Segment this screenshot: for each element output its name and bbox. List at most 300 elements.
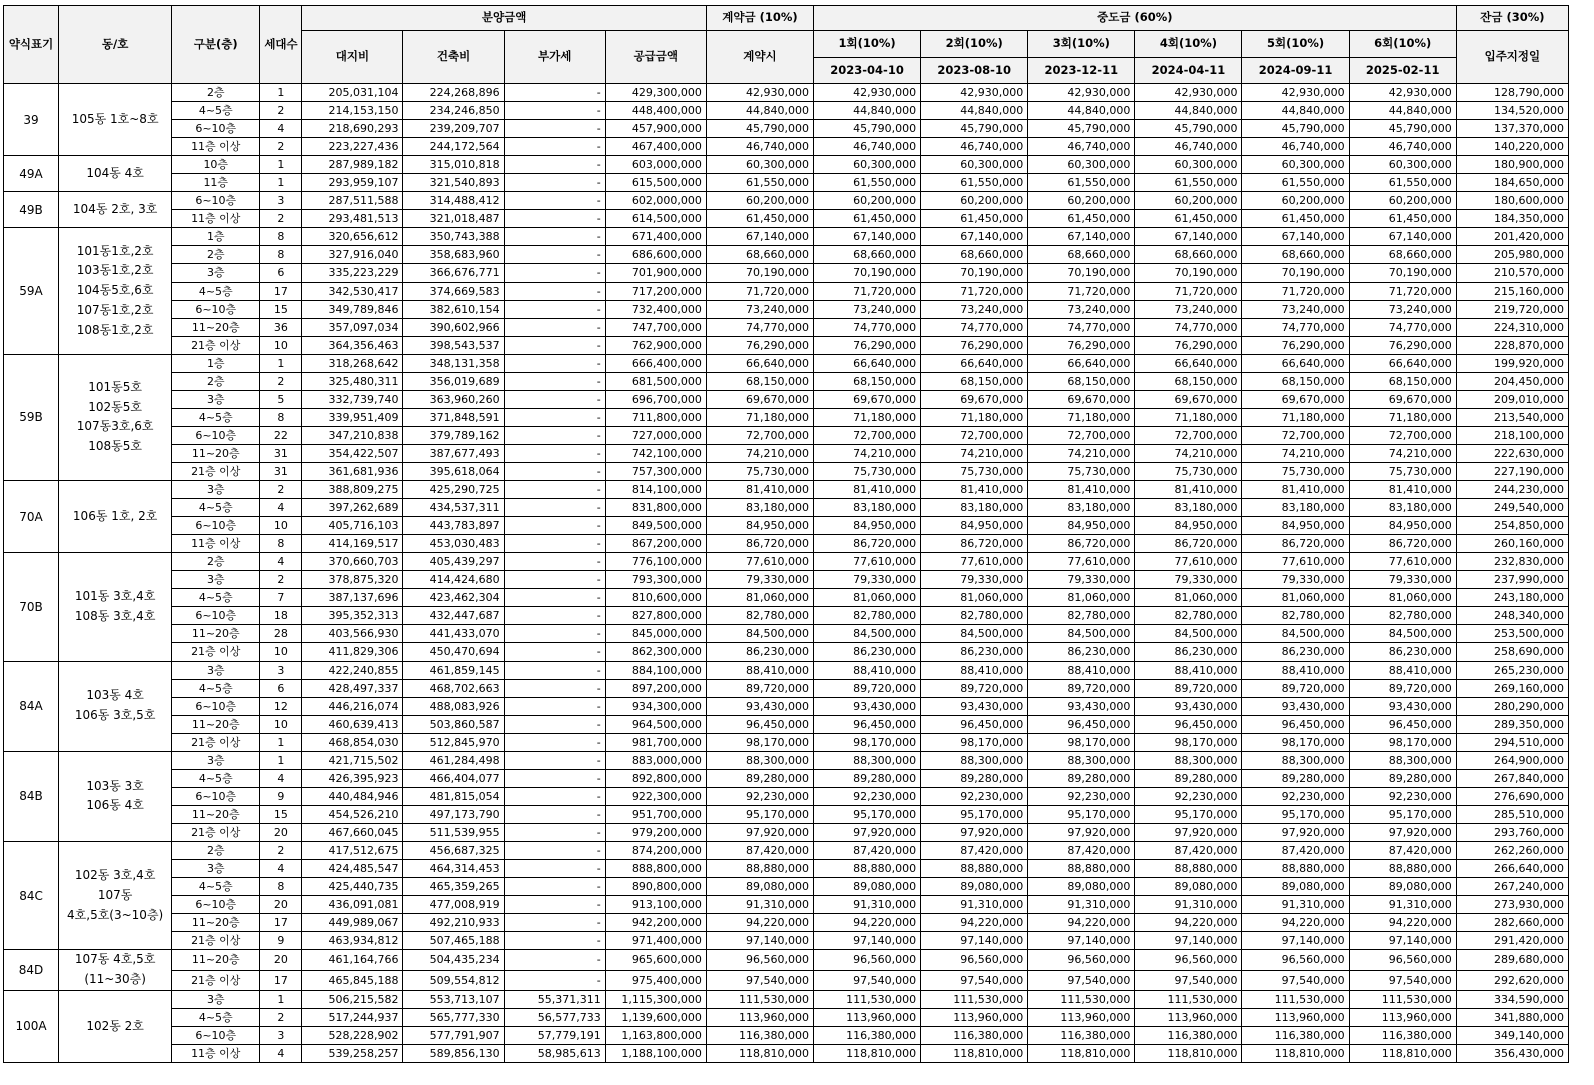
interim-4-cell: 73,240,000 bbox=[1135, 300, 1242, 318]
land-price-cell: 411,829,306 bbox=[302, 643, 403, 661]
interim-2-cell: 42,930,000 bbox=[921, 84, 1028, 102]
land-price-cell: 335,223,229 bbox=[302, 264, 403, 282]
vat-cell: - bbox=[504, 589, 605, 607]
building-price-cell: 453,030,483 bbox=[403, 535, 504, 553]
interim-5-cell: 84,500,000 bbox=[1242, 625, 1349, 643]
land-price-cell: 465,845,188 bbox=[302, 970, 403, 990]
interim-6-cell: 91,310,000 bbox=[1349, 896, 1456, 914]
vat-cell: - bbox=[504, 282, 605, 300]
dong-ho-line: 103동 3호 bbox=[86, 778, 144, 793]
interim-2-cell: 67,140,000 bbox=[921, 228, 1028, 246]
interim-3-cell: 73,240,000 bbox=[1028, 300, 1135, 318]
interim-6-cell: 89,280,000 bbox=[1349, 769, 1456, 787]
interim-6-cell: 81,410,000 bbox=[1349, 481, 1456, 499]
supply-price-cell: 884,100,000 bbox=[605, 661, 706, 679]
table-row bbox=[4, 264, 1569, 282]
table-row bbox=[4, 372, 1569, 390]
building-price-cell: 224,268,896 bbox=[403, 84, 504, 102]
interim-2-cell: 68,150,000 bbox=[921, 372, 1028, 390]
land-price-cell: 378,875,320 bbox=[302, 571, 403, 589]
header-interim-6: 6회(10%) bbox=[1349, 31, 1456, 58]
table-row bbox=[4, 896, 1569, 914]
interim-1-cell: 97,140,000 bbox=[813, 932, 920, 950]
interim-4-cell: 89,280,000 bbox=[1135, 769, 1242, 787]
interim-1-cell: 67,140,000 bbox=[813, 228, 920, 246]
land-price-cell: 506,215,582 bbox=[302, 990, 403, 1008]
interim-6-cell: 88,880,000 bbox=[1349, 860, 1456, 878]
interim-2-cell: 118,810,000 bbox=[921, 1044, 1028, 1062]
table-row bbox=[4, 336, 1569, 354]
interim-6-cell: 66,640,000 bbox=[1349, 354, 1456, 372]
interim-3-cell: 111,530,000 bbox=[1028, 990, 1135, 1008]
vat-cell: - bbox=[504, 102, 605, 120]
units-cell: 10 bbox=[260, 517, 302, 535]
supply-price-cell: 810,600,000 bbox=[605, 589, 706, 607]
dong-ho-line: 108동 3호,4호 bbox=[74, 608, 156, 623]
header-interim-2: 2회(10%) bbox=[921, 31, 1028, 58]
units-cell: 10 bbox=[260, 715, 302, 733]
contract-cell: 46,740,000 bbox=[706, 138, 813, 156]
header-units: 세대수 bbox=[260, 6, 302, 84]
type-code-cell: 49A bbox=[4, 156, 59, 192]
balance-cell: 254,850,000 bbox=[1456, 517, 1568, 535]
units-cell: 2 bbox=[260, 1008, 302, 1026]
floor-cell: 21층 이상 bbox=[172, 970, 260, 990]
interim-2-cell: 82,780,000 bbox=[921, 607, 1028, 625]
land-price-cell: 461,164,766 bbox=[302, 950, 403, 970]
balance-cell: 134,520,000 bbox=[1456, 102, 1568, 120]
interim-4-cell: 69,670,000 bbox=[1135, 390, 1242, 408]
supply-price-cell: 981,700,000 bbox=[605, 733, 706, 751]
vat-cell: - bbox=[504, 733, 605, 751]
interim-5-cell: 86,720,000 bbox=[1242, 535, 1349, 553]
interim-5-cell: 45,790,000 bbox=[1242, 120, 1349, 138]
contract-cell: 96,450,000 bbox=[706, 715, 813, 733]
floor-cell: 4~5층 bbox=[172, 408, 260, 426]
interim-6-cell: 88,410,000 bbox=[1349, 661, 1456, 679]
interim-1-cell: 86,720,000 bbox=[813, 535, 920, 553]
interim-4-cell: 83,180,000 bbox=[1135, 499, 1242, 517]
land-price-cell: 388,809,275 bbox=[302, 481, 403, 499]
vat-cell: - bbox=[504, 643, 605, 661]
contract-cell: 97,920,000 bbox=[706, 823, 813, 841]
vat-cell: - bbox=[504, 697, 605, 715]
supply-price-cell: 686,600,000 bbox=[605, 246, 706, 264]
floor-cell: 6~10층 bbox=[172, 1026, 260, 1044]
type-code-cell: 84C bbox=[4, 841, 59, 949]
interim-3-cell: 75,730,000 bbox=[1028, 462, 1135, 480]
vat-cell: - bbox=[504, 860, 605, 878]
dong-ho-cell bbox=[59, 841, 172, 949]
vat-cell: - bbox=[504, 426, 605, 444]
vat-cell: - bbox=[504, 174, 605, 192]
contract-cell: 86,720,000 bbox=[706, 535, 813, 553]
dong-ho-line: 103동 4호 bbox=[86, 688, 144, 703]
supply-price-cell: 867,200,000 bbox=[605, 535, 706, 553]
land-price-cell: 422,240,855 bbox=[302, 661, 403, 679]
interim-1-cell: 60,200,000 bbox=[813, 192, 920, 210]
units-cell: 4 bbox=[260, 1044, 302, 1062]
vat-cell: - bbox=[504, 462, 605, 480]
table-row bbox=[4, 841, 1569, 859]
interim-1-cell: 70,190,000 bbox=[813, 264, 920, 282]
land-price-cell: 327,916,040 bbox=[302, 246, 403, 264]
floor-cell: 4~5층 bbox=[172, 282, 260, 300]
interim-6-cell: 46,740,000 bbox=[1349, 138, 1456, 156]
land-price-cell: 342,530,417 bbox=[302, 282, 403, 300]
interim-1-cell: 84,950,000 bbox=[813, 517, 920, 535]
units-cell: 1 bbox=[260, 156, 302, 174]
supply-price-cell: 1,115,300,000 bbox=[605, 990, 706, 1008]
vat-cell: - bbox=[504, 84, 605, 102]
interim-5-cell: 95,170,000 bbox=[1242, 805, 1349, 823]
floor-cell: 11층 이상 bbox=[172, 535, 260, 553]
interim-5-cell: 44,840,000 bbox=[1242, 102, 1349, 120]
land-price-cell: 425,440,735 bbox=[302, 878, 403, 896]
supply-price-cell: 862,300,000 bbox=[605, 643, 706, 661]
interim-4-cell: 86,720,000 bbox=[1135, 535, 1242, 553]
interim-4-cell: 81,410,000 bbox=[1135, 481, 1242, 499]
interim-5-cell: 74,770,000 bbox=[1242, 318, 1349, 336]
interim-5-cell: 91,310,000 bbox=[1242, 896, 1349, 914]
vat-cell: - bbox=[504, 444, 605, 462]
land-price-cell: 454,526,210 bbox=[302, 805, 403, 823]
balance-cell: 215,160,000 bbox=[1456, 282, 1568, 300]
dong-ho-line: 104동5호,6호 bbox=[76, 283, 154, 298]
interim-1-cell: 87,420,000 bbox=[813, 841, 920, 859]
supply-price-cell: 696,700,000 bbox=[605, 390, 706, 408]
land-price-cell: 205,031,104 bbox=[302, 84, 403, 102]
floor-cell: 3층 bbox=[172, 481, 260, 499]
supply-price-cell: 671,400,000 bbox=[605, 228, 706, 246]
balance-cell: 237,990,000 bbox=[1456, 571, 1568, 589]
interim-1-cell: 96,560,000 bbox=[813, 950, 920, 970]
land-price-cell: 223,227,436 bbox=[302, 138, 403, 156]
interim-4-cell: 70,190,000 bbox=[1135, 264, 1242, 282]
land-price-cell: 428,497,337 bbox=[302, 679, 403, 697]
table-row bbox=[4, 878, 1569, 896]
land-price-cell: 318,268,642 bbox=[302, 354, 403, 372]
floor-cell: 2층 bbox=[172, 553, 260, 571]
table-row bbox=[4, 390, 1569, 408]
building-price-cell: 398,543,537 bbox=[403, 336, 504, 354]
interim-6-cell: 86,230,000 bbox=[1349, 643, 1456, 661]
type-code-cell: 100A bbox=[4, 990, 59, 1062]
interim-2-cell: 83,180,000 bbox=[921, 499, 1028, 517]
contract-cell: 61,450,000 bbox=[706, 210, 813, 228]
balance-cell: 243,180,000 bbox=[1456, 589, 1568, 607]
dong-ho-line: 106동 4호 bbox=[86, 798, 144, 813]
interim-5-cell: 74,210,000 bbox=[1242, 444, 1349, 462]
interim-6-cell: 81,060,000 bbox=[1349, 589, 1456, 607]
building-price-cell: 405,439,297 bbox=[403, 553, 504, 571]
interim-4-cell: 92,230,000 bbox=[1135, 787, 1242, 805]
interim-5-cell: 70,190,000 bbox=[1242, 264, 1349, 282]
supply-price-cell: 1,139,600,000 bbox=[605, 1008, 706, 1026]
vat-cell: - bbox=[504, 553, 605, 571]
table-row bbox=[4, 210, 1569, 228]
interim-6-cell: 70,190,000 bbox=[1349, 264, 1456, 282]
table-row bbox=[4, 192, 1569, 210]
interim-3-cell: 74,210,000 bbox=[1028, 444, 1135, 462]
units-cell: 8 bbox=[260, 246, 302, 264]
dong-ho-line: 107동1호,2호 bbox=[76, 302, 154, 317]
floor-cell: 6~10층 bbox=[172, 787, 260, 805]
interim-1-cell: 69,670,000 bbox=[813, 390, 920, 408]
building-price-cell: 466,404,077 bbox=[403, 769, 504, 787]
contract-cell: 74,210,000 bbox=[706, 444, 813, 462]
header-supply: 공급금액 bbox=[605, 31, 706, 84]
supply-price-cell: 888,800,000 bbox=[605, 860, 706, 878]
interim-1-cell: 84,500,000 bbox=[813, 625, 920, 643]
table-row bbox=[4, 1008, 1569, 1026]
interim-5-cell: 83,180,000 bbox=[1242, 499, 1349, 517]
floor-cell: 6~10층 bbox=[172, 607, 260, 625]
balance-cell: 249,540,000 bbox=[1456, 499, 1568, 517]
interim-4-cell: 82,780,000 bbox=[1135, 607, 1242, 625]
interim-1-cell: 89,720,000 bbox=[813, 679, 920, 697]
interim-6-cell: 89,720,000 bbox=[1349, 679, 1456, 697]
supply-price-cell: 845,000,000 bbox=[605, 625, 706, 643]
supply-price-cell: 717,200,000 bbox=[605, 282, 706, 300]
table-row bbox=[4, 300, 1569, 318]
interim-6-cell: 82,780,000 bbox=[1349, 607, 1456, 625]
header-interim-group: 중도금 (60%) bbox=[813, 6, 1456, 31]
land-price-cell: 467,660,045 bbox=[302, 823, 403, 841]
interim-5-cell: 97,920,000 bbox=[1242, 823, 1349, 841]
supply-price-cell: 429,300,000 bbox=[605, 84, 706, 102]
header-interim-5-date: 2024-09-11 bbox=[1242, 58, 1349, 84]
table-row bbox=[4, 517, 1569, 535]
interim-5-cell: 75,730,000 bbox=[1242, 462, 1349, 480]
table-row bbox=[4, 715, 1569, 733]
interim-3-cell: 94,220,000 bbox=[1028, 914, 1135, 932]
header-contract-time: 계약시 bbox=[706, 31, 813, 84]
interim-2-cell: 81,060,000 bbox=[921, 589, 1028, 607]
floor-cell: 2층 bbox=[172, 372, 260, 390]
interim-4-cell: 97,140,000 bbox=[1135, 932, 1242, 950]
interim-5-cell: 88,410,000 bbox=[1242, 661, 1349, 679]
interim-5-cell: 88,300,000 bbox=[1242, 751, 1349, 769]
vat-cell: - bbox=[504, 517, 605, 535]
interim-1-cell: 66,640,000 bbox=[813, 354, 920, 372]
interim-2-cell: 98,170,000 bbox=[921, 733, 1028, 751]
header-vat: 부가세 bbox=[504, 31, 605, 84]
land-price-cell: 463,934,812 bbox=[302, 932, 403, 950]
floor-cell: 4~5층 bbox=[172, 102, 260, 120]
floor-cell: 2층 bbox=[172, 246, 260, 264]
contract-cell: 60,200,000 bbox=[706, 192, 813, 210]
interim-3-cell: 113,960,000 bbox=[1028, 1008, 1135, 1026]
table-row bbox=[4, 138, 1569, 156]
floor-cell: 2층 bbox=[172, 84, 260, 102]
floor-cell: 11~20층 bbox=[172, 950, 260, 970]
interim-4-cell: 42,930,000 bbox=[1135, 84, 1242, 102]
interim-3-cell: 82,780,000 bbox=[1028, 607, 1135, 625]
interim-2-cell: 91,310,000 bbox=[921, 896, 1028, 914]
contract-cell: 118,810,000 bbox=[706, 1044, 813, 1062]
interim-3-cell: 61,450,000 bbox=[1028, 210, 1135, 228]
balance-cell: 227,190,000 bbox=[1456, 462, 1568, 480]
dong-ho-cell bbox=[59, 354, 172, 480]
balance-cell: 210,570,000 bbox=[1456, 264, 1568, 282]
contract-cell: 44,840,000 bbox=[706, 102, 813, 120]
balance-cell: 356,430,000 bbox=[1456, 1044, 1568, 1062]
contract-cell: 116,380,000 bbox=[706, 1026, 813, 1044]
land-price-cell: 539,258,257 bbox=[302, 1044, 403, 1062]
land-price-cell: 214,153,150 bbox=[302, 102, 403, 120]
supply-price-cell: 793,300,000 bbox=[605, 571, 706, 589]
interim-6-cell: 84,950,000 bbox=[1349, 517, 1456, 535]
units-cell: 20 bbox=[260, 896, 302, 914]
building-price-cell: 443,783,897 bbox=[403, 517, 504, 535]
balance-cell: 334,590,000 bbox=[1456, 990, 1568, 1008]
building-price-cell: 503,860,587 bbox=[403, 715, 504, 733]
supply-price-cell: 742,100,000 bbox=[605, 444, 706, 462]
interim-1-cell: 88,880,000 bbox=[813, 860, 920, 878]
supply-price-cell: 602,000,000 bbox=[605, 192, 706, 210]
price-table bbox=[3, 5, 1569, 1063]
building-price-cell: 395,618,064 bbox=[403, 462, 504, 480]
balance-cell: 265,230,000 bbox=[1456, 661, 1568, 679]
floor-cell: 4~5층 bbox=[172, 589, 260, 607]
units-cell: 1 bbox=[260, 751, 302, 769]
interim-6-cell: 97,540,000 bbox=[1349, 970, 1456, 990]
vat-cell: - bbox=[504, 390, 605, 408]
interim-2-cell: 72,700,000 bbox=[921, 426, 1028, 444]
building-price-cell: 321,018,487 bbox=[403, 210, 504, 228]
interim-3-cell: 45,790,000 bbox=[1028, 120, 1135, 138]
interim-2-cell: 61,550,000 bbox=[921, 174, 1028, 192]
interim-3-cell: 97,140,000 bbox=[1028, 932, 1135, 950]
interim-3-cell: 44,840,000 bbox=[1028, 102, 1135, 120]
interim-1-cell: 72,700,000 bbox=[813, 426, 920, 444]
supply-price-cell: 897,200,000 bbox=[605, 679, 706, 697]
interim-4-cell: 46,740,000 bbox=[1135, 138, 1242, 156]
interim-2-cell: 89,280,000 bbox=[921, 769, 1028, 787]
interim-2-cell: 81,410,000 bbox=[921, 481, 1028, 499]
interim-6-cell: 113,960,000 bbox=[1349, 1008, 1456, 1026]
table-row bbox=[4, 102, 1569, 120]
interim-4-cell: 61,550,000 bbox=[1135, 174, 1242, 192]
contract-cell: 76,290,000 bbox=[706, 336, 813, 354]
interim-6-cell: 86,720,000 bbox=[1349, 535, 1456, 553]
interim-1-cell: 74,770,000 bbox=[813, 318, 920, 336]
interim-5-cell: 67,140,000 bbox=[1242, 228, 1349, 246]
table-row bbox=[4, 932, 1569, 950]
interim-4-cell: 60,200,000 bbox=[1135, 192, 1242, 210]
vat-cell: - bbox=[504, 156, 605, 174]
land-price-cell: 426,395,923 bbox=[302, 769, 403, 787]
units-cell: 3 bbox=[260, 661, 302, 679]
balance-cell: 267,240,000 bbox=[1456, 878, 1568, 896]
contract-cell: 68,150,000 bbox=[706, 372, 813, 390]
interim-4-cell: 75,730,000 bbox=[1135, 462, 1242, 480]
land-price-cell: 397,262,689 bbox=[302, 499, 403, 517]
interim-5-cell: 116,380,000 bbox=[1242, 1026, 1349, 1044]
land-price-cell: 446,216,074 bbox=[302, 697, 403, 715]
interim-1-cell: 89,280,000 bbox=[813, 769, 920, 787]
contract-cell: 71,720,000 bbox=[706, 282, 813, 300]
table-row bbox=[4, 535, 1569, 553]
supply-price-cell: 883,000,000 bbox=[605, 751, 706, 769]
land-price-cell: 364,356,463 bbox=[302, 336, 403, 354]
balance-cell: 244,230,000 bbox=[1456, 481, 1568, 499]
balance-cell: 289,350,000 bbox=[1456, 715, 1568, 733]
interim-6-cell: 92,230,000 bbox=[1349, 787, 1456, 805]
interim-2-cell: 86,230,000 bbox=[921, 643, 1028, 661]
units-cell: 36 bbox=[260, 318, 302, 336]
interim-6-cell: 93,430,000 bbox=[1349, 697, 1456, 715]
table-row bbox=[4, 733, 1569, 751]
table-row bbox=[4, 661, 1569, 679]
supply-price-cell: 457,900,000 bbox=[605, 120, 706, 138]
contract-cell: 73,240,000 bbox=[706, 300, 813, 318]
balance-cell: 180,900,000 bbox=[1456, 156, 1568, 174]
interim-3-cell: 71,180,000 bbox=[1028, 408, 1135, 426]
vat-cell: - bbox=[504, 264, 605, 282]
land-price-cell: 517,244,937 bbox=[302, 1008, 403, 1026]
vat-cell: - bbox=[504, 787, 605, 805]
header-balance-group: 잔금 (30%) bbox=[1456, 6, 1568, 31]
table-row bbox=[4, 751, 1569, 769]
units-cell: 31 bbox=[260, 462, 302, 480]
interim-1-cell: 118,810,000 bbox=[813, 1044, 920, 1062]
units-cell: 1 bbox=[260, 174, 302, 192]
interim-1-cell: 81,410,000 bbox=[813, 481, 920, 499]
supply-price-cell: 681,500,000 bbox=[605, 372, 706, 390]
units-cell: 6 bbox=[260, 679, 302, 697]
header-interim-3: 3회(10%) bbox=[1028, 31, 1135, 58]
contract-cell: 75,730,000 bbox=[706, 462, 813, 480]
building-price-cell: 512,845,970 bbox=[403, 733, 504, 751]
interim-4-cell: 97,920,000 bbox=[1135, 823, 1242, 841]
interim-3-cell: 77,610,000 bbox=[1028, 553, 1135, 571]
interim-2-cell: 94,220,000 bbox=[921, 914, 1028, 932]
table-row bbox=[4, 408, 1569, 426]
units-cell: 10 bbox=[260, 336, 302, 354]
supply-price-cell: 615,500,000 bbox=[605, 174, 706, 192]
units-cell: 20 bbox=[260, 950, 302, 970]
balance-cell: 128,790,000 bbox=[1456, 84, 1568, 102]
interim-5-cell: 61,450,000 bbox=[1242, 210, 1349, 228]
interim-4-cell: 66,640,000 bbox=[1135, 354, 1242, 372]
units-cell: 22 bbox=[260, 426, 302, 444]
dong-ho-line: 108동1호,2호 bbox=[76, 322, 154, 337]
interim-3-cell: 87,420,000 bbox=[1028, 841, 1135, 859]
interim-6-cell: 76,290,000 bbox=[1349, 336, 1456, 354]
interim-3-cell: 88,880,000 bbox=[1028, 860, 1135, 878]
interim-4-cell: 88,880,000 bbox=[1135, 860, 1242, 878]
interim-1-cell: 82,780,000 bbox=[813, 607, 920, 625]
floor-cell: 11~20층 bbox=[172, 805, 260, 823]
interim-2-cell: 70,190,000 bbox=[921, 264, 1028, 282]
dong-ho-line: 101동1호,2호 bbox=[76, 243, 154, 258]
interim-6-cell: 42,930,000 bbox=[1349, 84, 1456, 102]
interim-1-cell: 73,240,000 bbox=[813, 300, 920, 318]
units-cell: 4 bbox=[260, 860, 302, 878]
contract-cell: 71,180,000 bbox=[706, 408, 813, 426]
balance-cell: 232,830,000 bbox=[1456, 553, 1568, 571]
supply-price-cell: 827,800,000 bbox=[605, 607, 706, 625]
header-interim-4: 4회(10%) bbox=[1135, 31, 1242, 58]
table-row bbox=[4, 481, 1569, 499]
interim-6-cell: 87,420,000 bbox=[1349, 841, 1456, 859]
contract-cell: 82,780,000 bbox=[706, 607, 813, 625]
interim-2-cell: 97,140,000 bbox=[921, 932, 1028, 950]
table-row bbox=[4, 444, 1569, 462]
table-row bbox=[4, 607, 1569, 625]
